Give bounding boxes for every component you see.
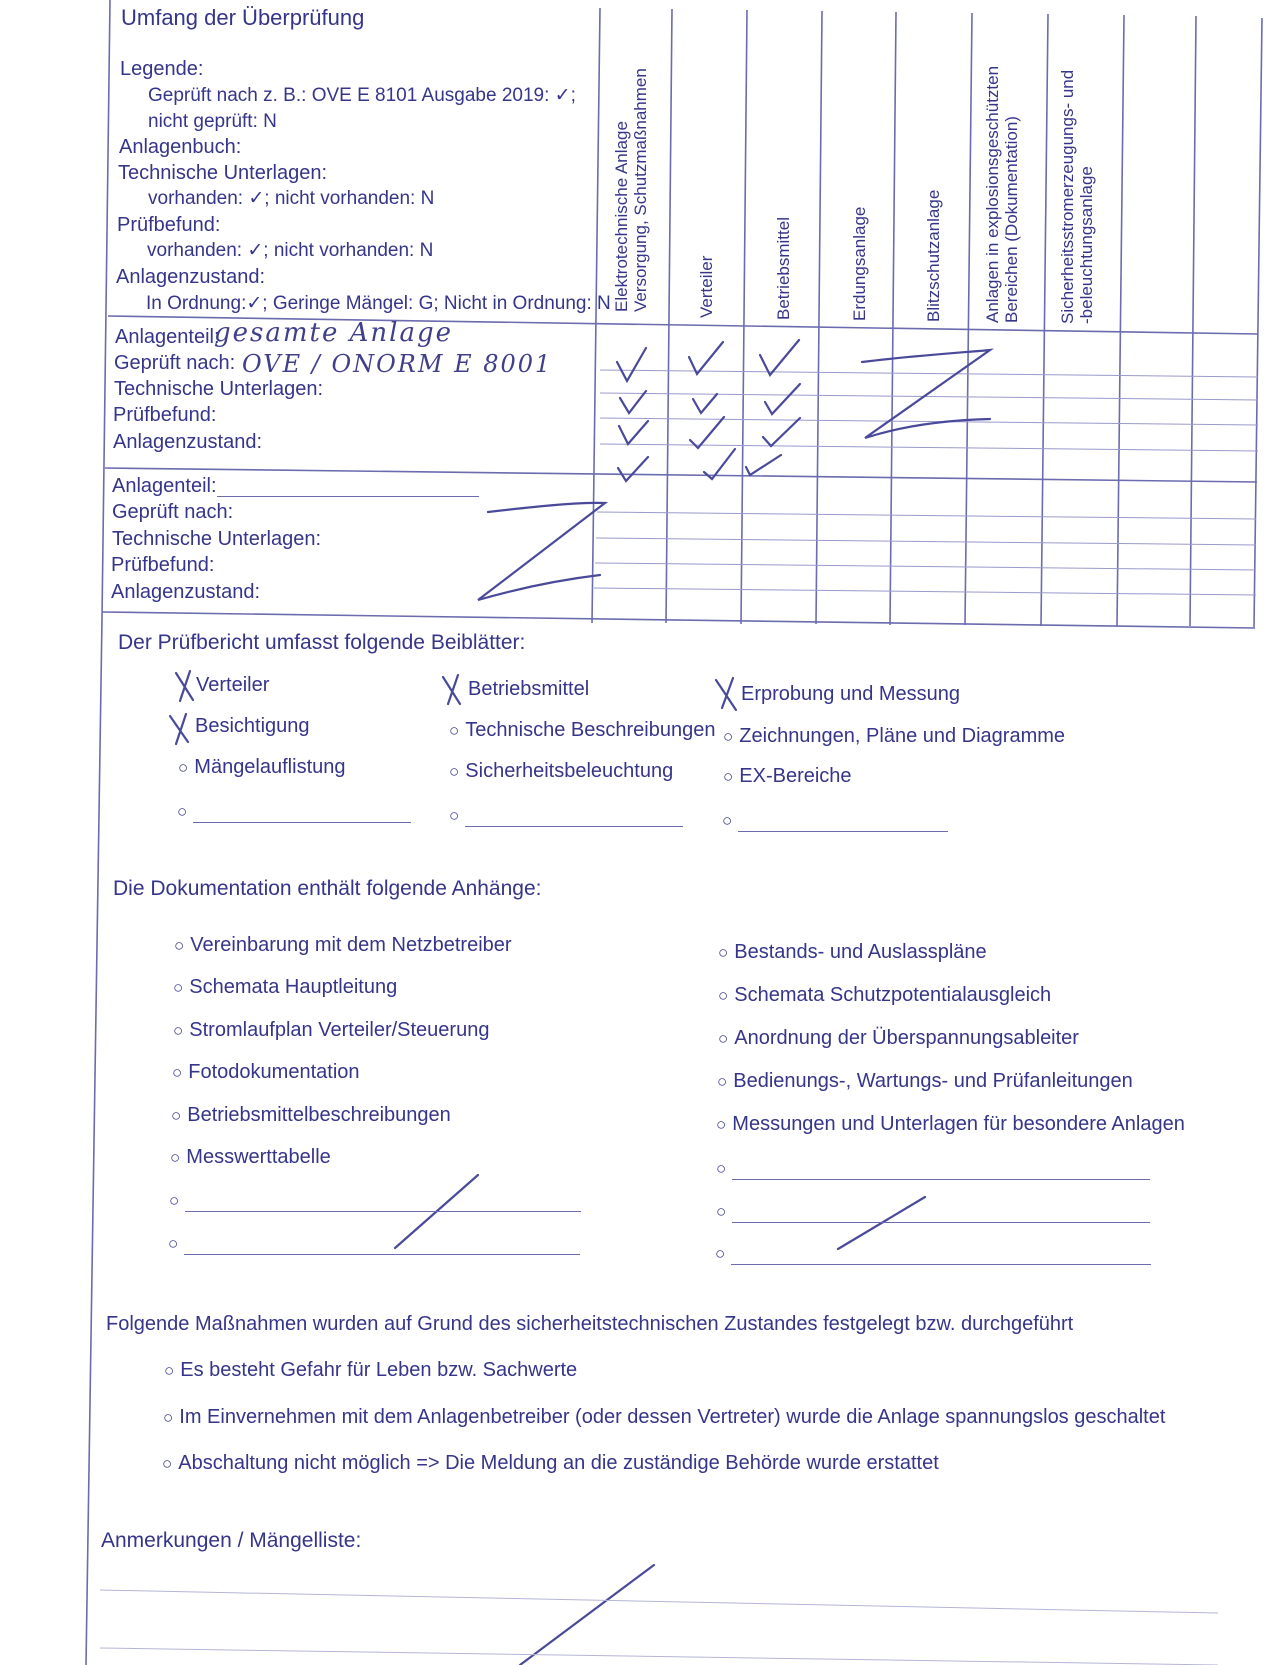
column-header-electrical-text: Elektrotechnische Anlage Versorgung, Schutzmaßnahmen	[612, 68, 650, 312]
block1-part-label: Anlagenteil:	[115, 326, 220, 348]
attachment-blank-field[interactable]	[732, 1204, 1150, 1223]
supplement-item[interactable]	[723, 765, 852, 788]
supplement-item[interactable]	[449, 760, 673, 783]
block2-part-field[interactable]	[217, 478, 479, 497]
attachment-item[interactable]	[718, 941, 987, 964]
block1-standard-handwritten: OVE / ONORM E 8001	[242, 350, 553, 378]
radio-circle-icon: ○	[171, 1106, 182, 1125]
column-header-lightning-text: Blitzschutzanlage	[924, 189, 943, 322]
radio-circle-icon: ○	[178, 758, 189, 777]
radio-circle-icon: ○	[169, 1191, 180, 1210]
attachment-label: Schemata Hauptleitung	[189, 976, 398, 998]
radio-circle-icon: ○	[716, 1159, 727, 1178]
block2-findings-label: Prüfbefund:	[111, 554, 215, 576]
attachment-blank-field[interactable]	[184, 1236, 580, 1255]
attachment-label: Messwerttabelle	[186, 1146, 331, 1168]
attachment-blank-item[interactable]	[716, 1157, 1150, 1180]
radio-circle-icon: ○	[163, 1408, 174, 1427]
attachment-item[interactable]	[172, 1061, 360, 1084]
measure-item[interactable]	[164, 1359, 577, 1382]
column-header-equipment-text: Betriebsmittel	[774, 217, 793, 320]
supplement-blank-field[interactable]	[193, 804, 411, 823]
supplement-label: EX-Bereiche	[739, 765, 852, 787]
attachment-label: Messungen und Unterlagen für besondere Anlagen	[732, 1113, 1185, 1135]
attachment-blank-item[interactable]	[169, 1189, 581, 1212]
attachment-label: Vereinbarung mit dem Netzbetreiber	[190, 934, 512, 956]
supplement-label: Betriebsmittel	[468, 678, 590, 700]
radio-circle-icon: ○	[722, 811, 733, 830]
attachment-blank-item[interactable]	[168, 1232, 580, 1255]
column-header-distributor-text: Verteiler	[697, 255, 716, 318]
condition-label: Anlagenzustand:	[116, 266, 266, 288]
supplement-item[interactable]	[196, 674, 269, 696]
measure-label: Es besteht Gefahr für Leben bzw. Sachwerte	[180, 1359, 578, 1381]
attachment-item[interactable]	[716, 1113, 1185, 1136]
findings-label: Prüfbefund:	[117, 214, 221, 236]
attachment-item[interactable]	[174, 934, 512, 957]
block1-condition-label: Anlagenzustand:	[113, 431, 263, 453]
scope-title: Umfang der Überprüfung	[121, 5, 365, 30]
radio-circle-icon: ○	[723, 767, 734, 786]
radio-circle-icon: ○	[174, 936, 185, 955]
block1-docs-label: Technische Unterlagen:	[114, 378, 324, 400]
logbook-label: Anlagenbuch:	[119, 136, 242, 158]
supplement-blank-item[interactable]	[177, 800, 411, 823]
measure-label: Abschaltung nicht möglich => Die Meldung an die zuständige Behörde wurde erstattet	[178, 1452, 939, 1474]
tech-docs-values: vorhanden: ✓; nicht vorhanden: N	[148, 188, 435, 209]
radio-circle-icon: ○	[449, 762, 460, 781]
measure-item[interactable]	[163, 1406, 1165, 1429]
radio-circle-icon: ○	[170, 1148, 181, 1167]
measure-label: Im Einvernehmen mit dem Anlagenbetreiber (oder dessen Vertreter) wurde die Anlage spannungslos geschaltet	[179, 1406, 1166, 1428]
supplement-blank-item[interactable]	[722, 809, 948, 832]
supplement-label: Zeichnungen, Pläne und Diagramme	[739, 725, 1066, 747]
radio-circle-icon: ○	[715, 1244, 726, 1263]
attachment-label: Anordnung der Überspannungsableiter	[734, 1027, 1079, 1049]
legend-not-checked: nicht geprüft: N	[148, 111, 277, 132]
supplement-label: Sicherheitsbeleuchtung	[465, 760, 674, 782]
attachment-item[interactable]	[171, 1104, 451, 1127]
supplement-label: Mängelauflistung	[194, 756, 346, 778]
column-header-earthing-text: Erdungsanlage	[850, 206, 869, 321]
supplement-item[interactable]	[195, 715, 310, 737]
block1-part-handwritten: gesamte Anlage	[214, 318, 453, 348]
radio-circle-icon: ○	[723, 727, 734, 746]
measures-title: Folgende Maßnahmen wurden auf Grund des sicherheitstechnischen Zustandes festgelegt bzw. durchgeführt	[106, 1313, 1074, 1335]
block2-part-label	[112, 475, 479, 497]
radio-circle-icon: ○	[717, 1072, 728, 1091]
supplement-item[interactable]	[449, 719, 715, 742]
attachment-blank-field[interactable]	[732, 1161, 1150, 1180]
supplement-label: Besichtigung	[195, 715, 310, 737]
block1-tested-label: Geprüft nach:	[114, 352, 236, 374]
radio-circle-icon: ○	[168, 1234, 179, 1253]
attachment-label: Fotodokumentation	[188, 1061, 360, 1083]
tech-docs-label: Technische Unterlagen:	[118, 162, 328, 184]
attachment-item[interactable]	[170, 1146, 331, 1169]
measure-item[interactable]	[162, 1452, 939, 1475]
block2-docs-label: Technische Unterlagen:	[112, 528, 322, 550]
radio-circle-icon: ○	[718, 986, 729, 1005]
attachment-blank-field[interactable]	[731, 1246, 1151, 1265]
radio-circle-icon: ○	[716, 1115, 727, 1134]
block2-part-text: Anlagenteil:	[112, 475, 217, 497]
condition-values: In Ordnung:✓; Geringe Mängel: G; Nicht in Ordnung: N	[146, 293, 611, 314]
radio-circle-icon: ○	[716, 1202, 727, 1221]
attachment-label: Betriebsmittelbeschreibungen	[187, 1104, 451, 1126]
column-header-safety-power-text: Sicherheitsstromerzeugungs- und -beleuchtungsanlage	[1058, 69, 1096, 324]
attachment-label: Bestands- und Auslasspläne	[734, 941, 987, 963]
supplement-label: Technische Beschreibungen	[465, 719, 716, 741]
supplement-label: Verteiler	[196, 674, 270, 696]
radio-circle-icon: ○	[173, 1021, 184, 1040]
column-header-ex-areas-text: Anlagen in explosionsgeschützten Bereichen (Dokumentation)	[983, 65, 1021, 323]
radio-circle-icon: ○	[172, 1063, 183, 1082]
block1-findings-label: Prüfbefund:	[113, 404, 217, 426]
supplement-blank-field[interactable]	[738, 813, 948, 832]
attachment-item[interactable]	[718, 1027, 1079, 1050]
attachment-blank-field[interactable]	[185, 1193, 581, 1212]
attachment-blank-item[interactable]	[715, 1242, 1151, 1265]
attachment-item[interactable]	[717, 1070, 1133, 1093]
supplement-blank-item[interactable]	[449, 804, 683, 827]
supplement-blank-field[interactable]	[465, 808, 683, 827]
attachment-label: Bedienungs-, Wartungs- und Prüfanleitungen	[733, 1070, 1133, 1092]
legend-checked: Geprüft nach z. B.: OVE E 8101 Ausgabe 2019: ✓;	[148, 85, 576, 106]
radio-circle-icon: ○	[177, 802, 188, 821]
radio-circle-icon: ○	[173, 978, 184, 997]
attachment-item[interactable]	[173, 1019, 489, 1042]
attachment-label: Stromlaufplan Verteiler/Steuerung	[189, 1019, 490, 1041]
supplement-item[interactable]	[723, 725, 1065, 748]
supplements-title: Der Prüfbericht umfasst folgende Beiblätter:	[118, 631, 526, 654]
supplement-item[interactable]	[741, 683, 960, 705]
attachment-item[interactable]	[173, 976, 397, 999]
attachments-title: Die Dokumentation enthält folgende Anhänge:	[113, 877, 542, 900]
radio-circle-icon: ○	[718, 1029, 729, 1048]
block2-tested-label: Geprüft nach:	[112, 501, 234, 523]
supplement-item[interactable]	[468, 678, 589, 700]
supplement-label: Erprobung und Messung	[741, 683, 961, 705]
block2-condition-label: Anlagenzustand:	[111, 581, 261, 603]
supplement-item[interactable]	[178, 756, 346, 779]
radio-circle-icon: ○	[449, 721, 460, 740]
attachment-blank-item[interactable]	[716, 1200, 1150, 1223]
remarks-field[interactable]	[100, 1578, 1218, 1658]
legend-label: Legende:	[120, 58, 204, 80]
remarks-title: Anmerkungen / Mängelliste:	[101, 1529, 362, 1552]
radio-circle-icon: ○	[718, 943, 729, 962]
findings-values: vorhanden: ✓; nicht vorhanden: N	[147, 240, 434, 261]
radio-circle-icon: ○	[449, 806, 460, 825]
attachment-item[interactable]	[718, 984, 1051, 1007]
attachment-label: Schemata Schutzpotentialausgleich	[734, 984, 1052, 1006]
radio-circle-icon: ○	[162, 1454, 173, 1473]
radio-circle-icon: ○	[164, 1361, 175, 1380]
